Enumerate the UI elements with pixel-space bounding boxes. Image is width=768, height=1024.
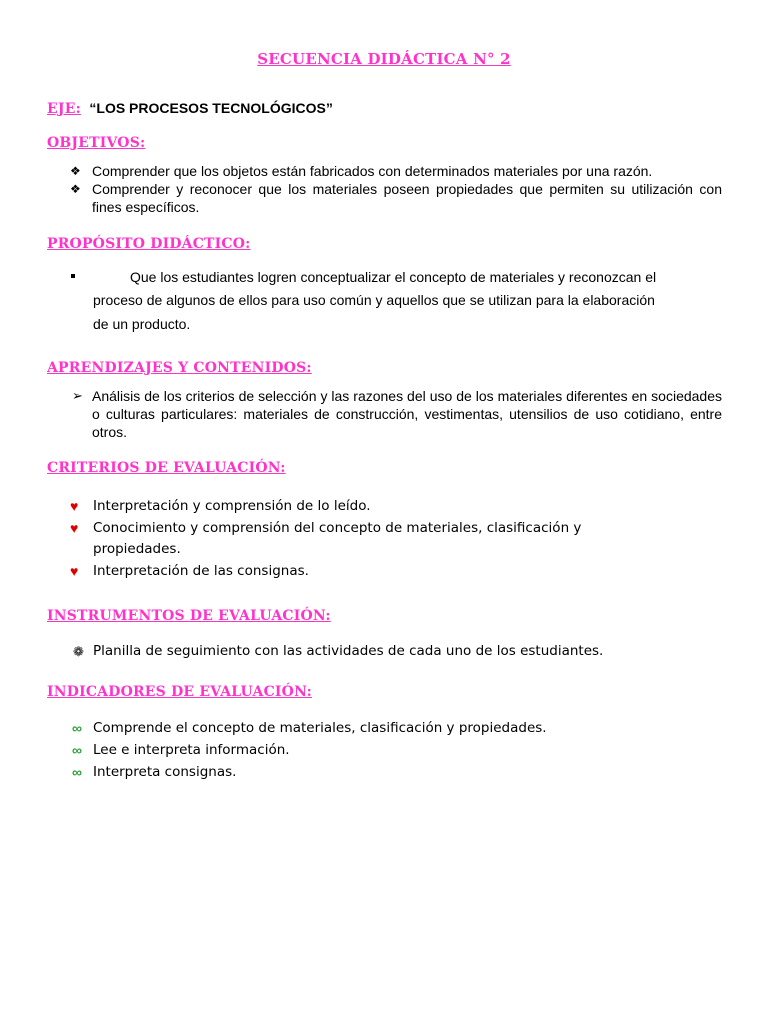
heart-icon: ♥ bbox=[70, 563, 79, 579]
instrumentos-heading: INSTRUMENTOS DE EVALUACIÓN: bbox=[47, 608, 331, 624]
infinity-icon: ∞ bbox=[72, 764, 82, 780]
objetivos-heading: OBJETIVOS: bbox=[47, 135, 146, 151]
four-diamond-icon: ❖ bbox=[70, 182, 81, 196]
eje-label: EJE: bbox=[47, 101, 81, 117]
aprendizajes-heading: APRENDIZAJES Y CONTENIDOS: bbox=[47, 360, 312, 376]
criterios-heading: CRITERIOS DE EVALUACIÓN: bbox=[47, 460, 286, 476]
aprendizaje-item: Análisis de los criterios de selección y las razones del uso de los materiales diferentes en sociedades o culturas particulares: materiales de construcción, vestimentas, utensilios de uso cotidiano, entre otros. bbox=[92, 388, 722, 440]
eje-row bbox=[47, 100, 333, 118]
arrowhead-icon: ➢ bbox=[72, 388, 83, 403]
heart-icon: ♥ bbox=[70, 498, 79, 514]
page-title: SECUENCIA DIDÁCTICA N° 2 bbox=[257, 50, 511, 68]
objetivo-item: Comprender y reconocer que los materiales poseen propiedades que permiten su utilización con fines específicos. bbox=[92, 181, 722, 215]
proposito-heading: PROPÓSITO DIDÁCTICO: bbox=[47, 236, 251, 252]
indicador-item: Comprende el concepto de materiales, clasificación y propiedades. bbox=[93, 720, 547, 736]
proposito-line: Que los estudiantes logren conceptualizar el concepto de materiales y reconozcan el bbox=[130, 269, 657, 285]
indicador-item: Lee e interpreta información. bbox=[93, 742, 290, 758]
indicadores-heading: INDICADORES DE EVALUACIÓN: bbox=[47, 684, 312, 700]
objetivo-item: Comprender que los objetos están fabricados con determinados materiales por una razón. bbox=[92, 163, 653, 179]
flower-icon: ❁ bbox=[73, 644, 84, 659]
proposito-line: proceso de algunos de ellos para uso común y aquellos que se utilizan para la elaboración bbox=[93, 292, 655, 308]
proposito-line: de un producto. bbox=[93, 316, 191, 332]
infinity-icon: ∞ bbox=[72, 720, 82, 736]
heart-icon: ♥ bbox=[70, 520, 79, 536]
indicador-item: Interpreta consignas. bbox=[93, 764, 237, 780]
instrumento-item: Planilla de seguimiento con las actividades de cada uno de los estudiantes. bbox=[93, 643, 604, 659]
criterio-item: Interpretación de las consignas. bbox=[93, 563, 309, 579]
square-bullet-icon bbox=[71, 274, 75, 278]
infinity-icon: ∞ bbox=[72, 742, 82, 758]
four-diamond-icon: ❖ bbox=[70, 164, 81, 178]
eje-value: “LOS PROCESOS TECNOLÓGICOS” bbox=[89, 100, 333, 116]
criterio-item: Conocimiento y comprensión del concepto de materiales, clasificación y propiedades. bbox=[93, 520, 582, 557]
criterio-item: Interpretación y comprensión de lo leído. bbox=[93, 498, 371, 514]
